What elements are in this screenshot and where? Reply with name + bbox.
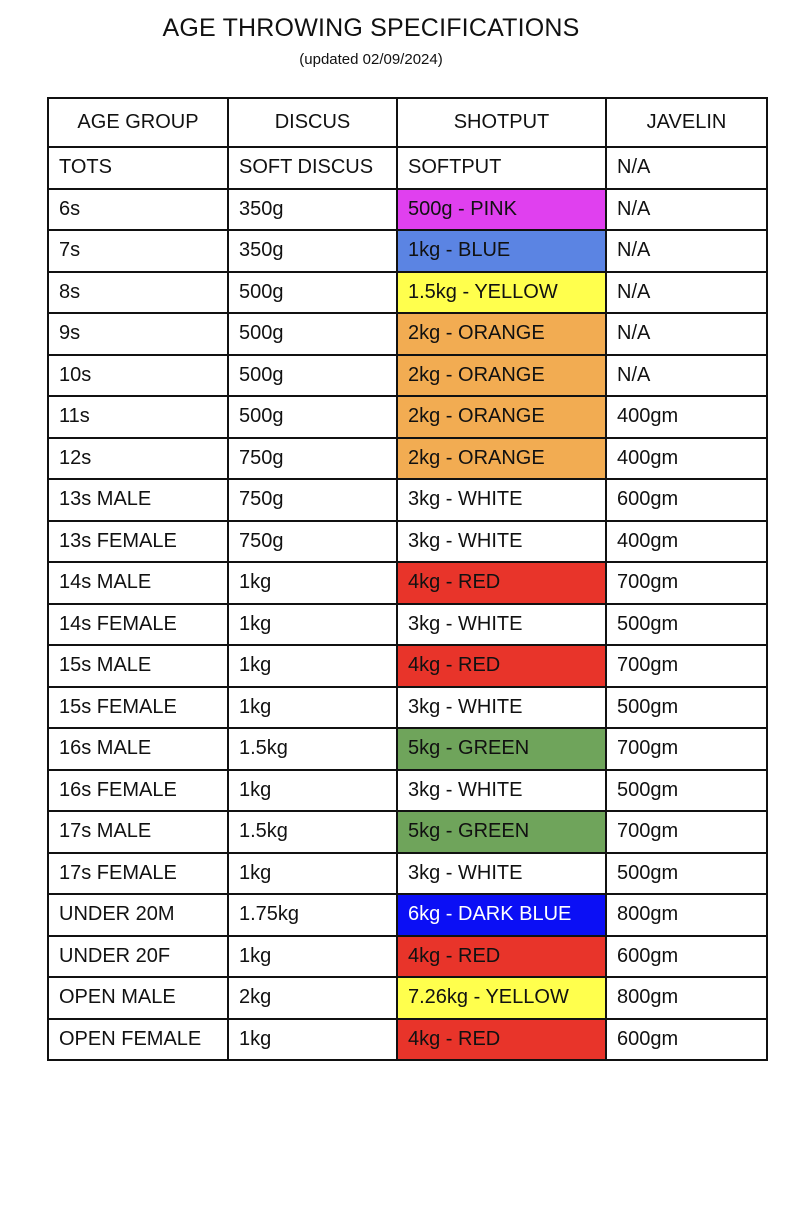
- discus-cell: 1kg: [228, 604, 397, 646]
- javelin-cell: 800gm: [606, 977, 767, 1019]
- javelin-cell: N/A: [606, 230, 767, 272]
- table-body: [48, 147, 767, 1060]
- javelin-cell: 600gm: [606, 1019, 767, 1061]
- table-row: [48, 770, 767, 812]
- age-group-cell: 7s: [48, 230, 228, 272]
- javelin-cell: 500gm: [606, 853, 767, 895]
- shotput-cell: 4kg - RED: [397, 645, 606, 687]
- age-group-cell: 17s MALE: [48, 811, 228, 853]
- discus-cell: 500g: [228, 313, 397, 355]
- age-group-cell: UNDER 20M: [48, 894, 228, 936]
- discus-cell: 1kg: [228, 770, 397, 812]
- shotput-cell: 3kg - WHITE: [397, 604, 606, 646]
- discus-cell: 2kg: [228, 977, 397, 1019]
- shotput-cell: 4kg - RED: [397, 1019, 606, 1061]
- age-group-cell: UNDER 20F: [48, 936, 228, 978]
- discus-cell: 750g: [228, 479, 397, 521]
- age-group-cell: 9s: [48, 313, 228, 355]
- table-row: [48, 438, 767, 480]
- discus-cell: 1.5kg: [228, 728, 397, 770]
- age-group-cell: 16s FEMALE: [48, 770, 228, 812]
- javelin-cell: 500gm: [606, 687, 767, 729]
- shotput-cell: 3kg - WHITE: [397, 770, 606, 812]
- age-group-cell: OPEN FEMALE: [48, 1019, 228, 1061]
- age-group-cell: 12s: [48, 438, 228, 480]
- table-header-row: [48, 98, 767, 147]
- table-row: [48, 396, 767, 438]
- age-group-cell: OPEN MALE: [48, 977, 228, 1019]
- table-row: [48, 811, 767, 853]
- header-javelin: JAVELIN: [606, 98, 767, 147]
- javelin-cell: N/A: [606, 189, 767, 231]
- age-group-cell: 13s MALE: [48, 479, 228, 521]
- shotput-cell: 3kg - WHITE: [397, 853, 606, 895]
- javelin-cell: 700gm: [606, 728, 767, 770]
- shotput-cell: 5kg - GREEN: [397, 728, 606, 770]
- shotput-cell: 2kg - ORANGE: [397, 438, 606, 480]
- age-group-cell: 14s MALE: [48, 562, 228, 604]
- table-row: [48, 189, 767, 231]
- discus-cell: 750g: [228, 521, 397, 563]
- javelin-cell: 800gm: [606, 894, 767, 936]
- age-group-cell: 11s: [48, 396, 228, 438]
- age-group-cell: 10s: [48, 355, 228, 397]
- age-group-cell: 15s FEMALE: [48, 687, 228, 729]
- shotput-cell: 1kg - BLUE: [397, 230, 606, 272]
- page-title: AGE THROWING SPECIFICATIONS: [162, 14, 580, 42]
- age-group-cell: 8s: [48, 272, 228, 314]
- table-row: [48, 1019, 767, 1061]
- throwing-specs-table: [47, 97, 768, 1061]
- javelin-cell: 600gm: [606, 936, 767, 978]
- discus-cell: 1kg: [228, 645, 397, 687]
- javelin-cell: N/A: [606, 355, 767, 397]
- discus-cell: 500g: [228, 396, 397, 438]
- table-row: [48, 355, 767, 397]
- discus-cell: 750g: [228, 438, 397, 480]
- table-row: [48, 272, 767, 314]
- shotput-cell: 2kg - ORANGE: [397, 396, 606, 438]
- age-group-cell: 15s MALE: [48, 645, 228, 687]
- shotput-cell: 2kg - ORANGE: [397, 313, 606, 355]
- javelin-cell: 700gm: [606, 645, 767, 687]
- table-row: [48, 604, 767, 646]
- table-row: [48, 479, 767, 521]
- javelin-cell: 700gm: [606, 562, 767, 604]
- shotput-cell: 7.26kg - YELLOW: [397, 977, 606, 1019]
- updated-date: (updated 02/09/2024): [299, 51, 443, 68]
- age-group-cell: 14s FEMALE: [48, 604, 228, 646]
- shotput-cell: 6kg - DARK BLUE: [397, 894, 606, 936]
- age-group-cell: 13s FEMALE: [48, 521, 228, 563]
- table-row: [48, 645, 767, 687]
- shotput-cell: 4kg - RED: [397, 936, 606, 978]
- javelin-cell: 500gm: [606, 604, 767, 646]
- table-row: [48, 853, 767, 895]
- shotput-cell: SOFTPUT: [397, 147, 606, 189]
- shotput-cell: 4kg - RED: [397, 562, 606, 604]
- shotput-cell: 500g - PINK: [397, 189, 606, 231]
- age-group-cell: 6s: [48, 189, 228, 231]
- table-row: [48, 230, 767, 272]
- table-row: [48, 313, 767, 355]
- header-discus: DISCUS: [228, 98, 397, 147]
- javelin-cell: 600gm: [606, 479, 767, 521]
- discus-cell: 1kg: [228, 562, 397, 604]
- discus-cell: 350g: [228, 230, 397, 272]
- table-row: [48, 894, 767, 936]
- shotput-cell: 1.5kg - YELLOW: [397, 272, 606, 314]
- table-row: [48, 562, 767, 604]
- shotput-cell: 5kg - GREEN: [397, 811, 606, 853]
- javelin-cell: 400gm: [606, 521, 767, 563]
- discus-cell: SOFT DISCUS: [228, 147, 397, 189]
- discus-cell: 1kg: [228, 936, 397, 978]
- shotput-cell: 3kg - WHITE: [397, 521, 606, 563]
- discus-cell: 500g: [228, 355, 397, 397]
- header-age-group: AGE GROUP: [48, 98, 228, 147]
- header-shotput: SHOTPUT: [397, 98, 606, 147]
- shotput-cell: 2kg - ORANGE: [397, 355, 606, 397]
- javelin-cell: 500gm: [606, 770, 767, 812]
- javelin-cell: N/A: [606, 272, 767, 314]
- javelin-cell: 400gm: [606, 438, 767, 480]
- shotput-cell: 3kg - WHITE: [397, 479, 606, 521]
- table-row: [48, 936, 767, 978]
- table-row: [48, 687, 767, 729]
- javelin-cell: 400gm: [606, 396, 767, 438]
- discus-cell: 1kg: [228, 687, 397, 729]
- discus-cell: 1.75kg: [228, 894, 397, 936]
- table-row: [48, 728, 767, 770]
- discus-cell: 350g: [228, 189, 397, 231]
- javelin-cell: N/A: [606, 313, 767, 355]
- javelin-cell: N/A: [606, 147, 767, 189]
- table-row: [48, 147, 767, 189]
- age-group-cell: 16s MALE: [48, 728, 228, 770]
- shotput-cell: 3kg - WHITE: [397, 687, 606, 729]
- table-row: [48, 521, 767, 563]
- age-group-cell: TOTS: [48, 147, 228, 189]
- discus-cell: 500g: [228, 272, 397, 314]
- table-row: [48, 977, 767, 1019]
- age-group-cell: 17s FEMALE: [48, 853, 228, 895]
- discus-cell: 1.5kg: [228, 811, 397, 853]
- discus-cell: 1kg: [228, 1019, 397, 1061]
- javelin-cell: 700gm: [606, 811, 767, 853]
- discus-cell: 1kg: [228, 853, 397, 895]
